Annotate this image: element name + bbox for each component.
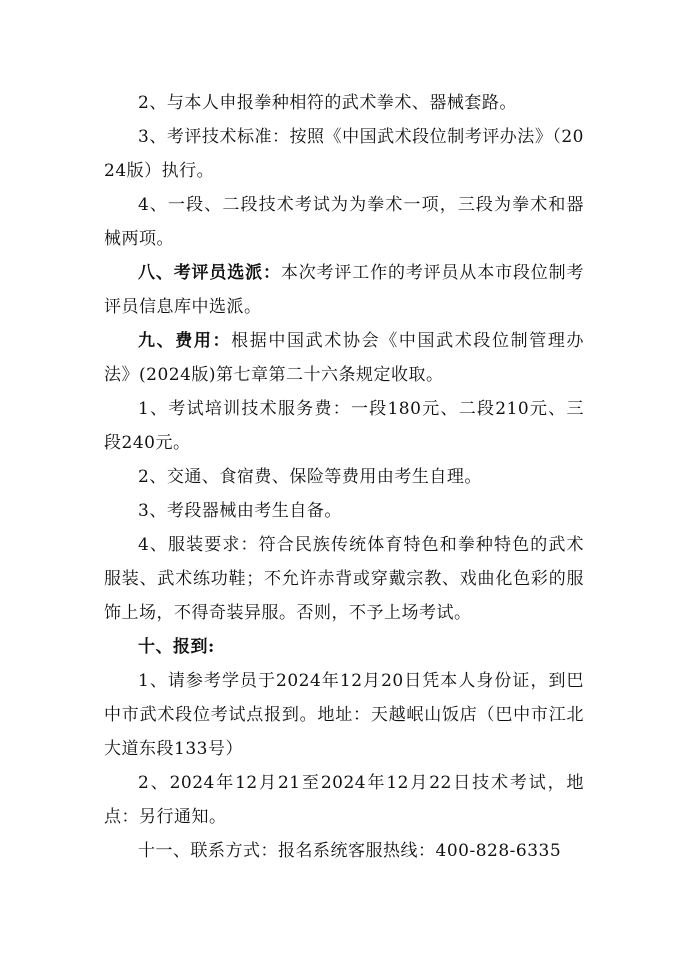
section-heading: 九、费用： (138, 331, 232, 351)
paragraph-equipment (104, 494, 584, 528)
paragraph-text: 3、考评技术标准：按照《中国武术段位制考评办法》（2024版）执行。 (104, 127, 584, 181)
paragraph-section-9 (104, 324, 584, 392)
paragraph-text: 2、2024年12月21至2024年12月22日技术考试，地点：另行通知。 (104, 773, 584, 827)
paragraph-text: 十一、联系方式：报名系统客服热线：400-828-6335 (138, 841, 562, 861)
paragraph-routine-requirement (104, 86, 584, 120)
paragraph-section-10 (104, 630, 584, 664)
paragraph-exam-dates (104, 766, 584, 834)
paragraph-text: 1、考试培训技术服务费：一段180元、二段210元、三段240元。 (104, 399, 584, 453)
section-heading: 十、报到: (138, 637, 215, 657)
paragraph-travel-costs (104, 460, 584, 494)
document-body (104, 86, 584, 868)
paragraph-fee-amounts (104, 392, 584, 460)
paragraph-text: 3、考段器械由考生自备。 (138, 501, 342, 521)
paragraph-text: 2、交通、食宿费、保险等费用由考生自理。 (138, 467, 482, 487)
paragraph-text: 2、与本人申报拳种相符的武术拳术、器械套路。 (138, 93, 517, 113)
paragraph-text: 4、服装要求：符合民族传统体育特色和拳种特色的武术服装、武术练功鞋；不允许赤背或穿戴宗教、戏曲化色彩的服饰上场，不得奇装异服。否则，不予上场考试。 (104, 535, 584, 623)
paragraph-contact (104, 834, 584, 868)
paragraph-check-in (104, 664, 584, 766)
section-heading: 八、考评员选派： (138, 263, 281, 283)
paragraph-exam-items (104, 188, 584, 256)
paragraph-text: 1、请参考学员于2024年12月20日凭本人身份证，到巴中市武术段位考试点报到。地址：天越岷山饭店（巴中市江北大道东段133号） (104, 671, 584, 759)
paragraph-technical-standard (104, 120, 584, 188)
paragraph-section-8 (104, 256, 584, 324)
paragraph-attire (104, 528, 584, 630)
paragraph-text: 本次考评工作的考评员从本市段位制考评员信息库中选派。 (104, 263, 585, 317)
paragraph-text: 根据中国武术协会《中国武术段位制管理办法》(2024版)第七章第二十六条规定收取。 (104, 331, 585, 385)
paragraph-text: 4、一段、二段技术考试为为拳术一项，三段为拳术和器械两项。 (104, 195, 584, 249)
